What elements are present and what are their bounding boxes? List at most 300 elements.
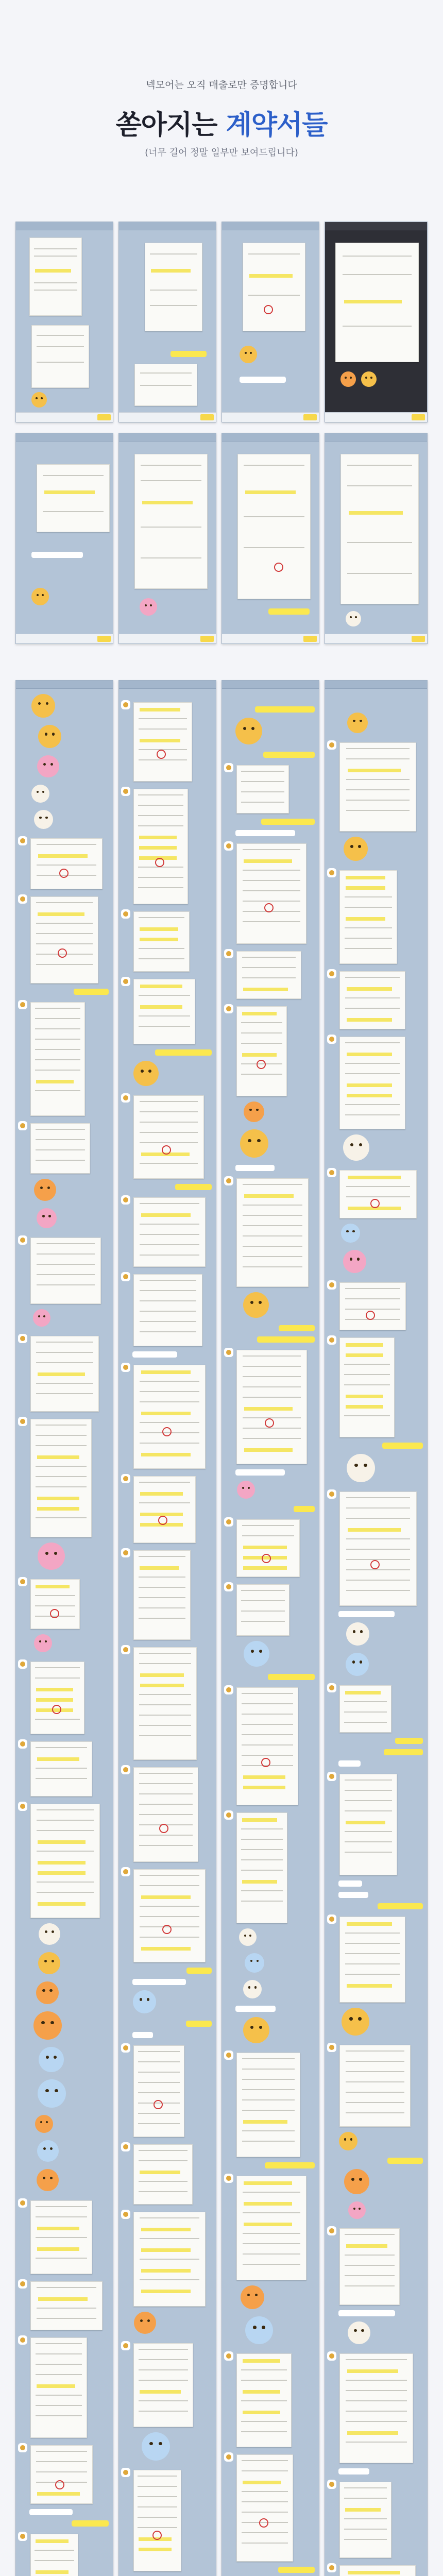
document-line: [243, 849, 301, 850]
document-line: [345, 1831, 392, 1832]
document-line: [242, 957, 296, 958]
document-line: [141, 2228, 191, 2231]
document-line: [346, 1405, 384, 1409]
contract-document-image: [30, 2281, 103, 2330]
avatar-icon: [224, 2050, 233, 2060]
chat-bubble: [395, 1738, 423, 1744]
sticker-icon: [36, 1981, 59, 2004]
document-line: [345, 1974, 400, 1975]
document-line: [241, 1870, 283, 1871]
contract-document-image: [236, 765, 289, 814]
document-line: [37, 1882, 94, 1883]
document-line: [243, 1366, 301, 1367]
document-line: [139, 2380, 188, 2381]
sticker-icon: [348, 2201, 366, 2219]
red-circle-mark: [154, 2100, 163, 2109]
avatar-icon: [18, 2198, 27, 2208]
avatar-icon: [327, 2226, 336, 2235]
title-highlight: 계약서들: [226, 110, 328, 141]
document-line: [346, 1518, 410, 1519]
sticker-icon: [343, 1250, 366, 1273]
document-line: [345, 1063, 400, 1064]
document-line: [138, 2113, 180, 2114]
document-line: [243, 901, 301, 902]
sticker-icon: [33, 2011, 62, 2040]
document-line: [36, 1747, 87, 1748]
contract-document-image: [237, 454, 311, 599]
document-line: [36, 1160, 85, 1161]
contract-document-image: [37, 464, 110, 532]
document-line: [244, 1407, 293, 1411]
document-line: [243, 1376, 301, 1377]
document-line: [345, 1800, 392, 1801]
chat-bubble: [257, 1336, 315, 1343]
document-line: [241, 2380, 286, 2381]
document-line: [344, 2539, 387, 2540]
document-line: [139, 1607, 186, 1608]
document-line: [139, 1704, 192, 1705]
document-line: [242, 2491, 288, 2492]
avatar-icon: [327, 969, 336, 978]
document-line: [346, 2442, 406, 2443]
document-line: [140, 2279, 199, 2280]
document-line: [243, 1246, 302, 1247]
sticker-icon: [346, 1653, 369, 1676]
send-icon: [97, 636, 111, 642]
document-line: [140, 2259, 199, 2260]
document-line: [346, 2421, 406, 2422]
document-line: [140, 1203, 199, 1204]
sticker-icon: [245, 2316, 273, 2344]
document-line: [140, 1280, 197, 1281]
avatar-icon: [18, 1739, 27, 1749]
avatar-icon: [224, 1810, 233, 1820]
sticker-icon: [344, 2169, 369, 2194]
document-line: [141, 1947, 191, 1951]
document-line: [243, 1397, 301, 1398]
sticker-icon: [38, 2079, 66, 2108]
red-circle-mark: [261, 1758, 270, 1767]
page-note: (너무 길어 정말 일부만 보여드립니다): [145, 147, 298, 158]
document-line: [243, 2243, 301, 2244]
document-line: [346, 1821, 385, 1824]
avatar-icon: [18, 1121, 27, 1130]
chat-screenshot: [15, 433, 113, 644]
document-line: [140, 1566, 179, 1570]
document-line: [140, 1142, 198, 1143]
document-line: [36, 2353, 82, 2354]
document-line: [346, 2061, 404, 2062]
sticker-icon: [133, 1061, 159, 1086]
contract-document-image: [133, 2045, 184, 2137]
document-line: [36, 1393, 93, 1394]
document-line: [244, 1448, 293, 1452]
document-line: [242, 967, 296, 968]
chat-bubble: [338, 2468, 369, 2475]
document-line: [138, 2496, 177, 2497]
avatar-icon: [121, 1272, 130, 1281]
chat-log-column: [118, 680, 216, 2576]
sticker-icon: [243, 1292, 269, 1318]
document-line: [241, 2431, 286, 2432]
document-line: [242, 2110, 295, 2111]
document-line: [345, 1114, 400, 1115]
sticker-icon: [244, 1101, 264, 1122]
document-line: [243, 2390, 281, 2394]
document-line: [36, 1352, 93, 1353]
document-line: [345, 1780, 392, 1781]
document-line: [140, 1422, 199, 1423]
contract-document-image: [133, 1476, 196, 1543]
document-line: [241, 771, 284, 772]
document-line: [345, 1104, 400, 1105]
document-line: [37, 1757, 80, 1761]
document-line: [242, 1714, 293, 1715]
document-line: [138, 2486, 177, 2487]
document-line: [140, 1111, 198, 1112]
document-line: [346, 2400, 406, 2401]
document-line: [140, 1122, 198, 1123]
document-line: [347, 2431, 398, 2435]
document-line: [346, 2380, 406, 2381]
document-line: [35, 1667, 80, 1668]
document-line: [139, 1663, 192, 1664]
document-line: [141, 2248, 191, 2252]
document-line: [140, 1163, 198, 1164]
contract-document-image: [335, 243, 419, 362]
chat-bubble: [338, 2310, 395, 2316]
chat-input-bar: [325, 634, 427, 643]
sticker-icon: [37, 1208, 57, 1228]
chat-screenshot: [118, 433, 216, 644]
contract-document-image: [339, 2045, 411, 2127]
contract-document-image: [133, 1647, 197, 1760]
red-circle-mark: [162, 1145, 171, 1155]
sticker-icon: [342, 2008, 369, 2036]
chat-bubble: [29, 2509, 73, 2515]
avatar-icon: [18, 1659, 27, 1669]
document-line: [35, 1049, 80, 1050]
document-line: [141, 1213, 191, 1217]
document-line: [36, 2395, 82, 2396]
document-line: [344, 1364, 389, 1365]
document-line: [346, 758, 410, 759]
avatar-icon: [121, 2142, 130, 2151]
document-line: [345, 938, 392, 939]
document-line: [346, 1497, 410, 1498]
document-line: [36, 2461, 88, 2462]
document-line: [35, 2550, 74, 2551]
document-line: [242, 2532, 288, 2533]
document-line: [36, 1362, 93, 1363]
document-line: [344, 1415, 389, 1416]
document-line: [35, 1008, 80, 1009]
document-line: [346, 2081, 404, 2082]
contract-document-image: [30, 1123, 90, 1174]
chat-bubble: [387, 2158, 423, 2164]
contract-document-image: [30, 1662, 84, 1734]
document-line: [36, 1129, 85, 1130]
document-line: [140, 1290, 197, 1291]
document-line: [345, 977, 400, 978]
document-line: [346, 2092, 404, 2093]
avatar-icon: [18, 2335, 27, 2345]
document-line: [140, 1331, 197, 1332]
document-line: [139, 1556, 186, 1557]
contract-document-image: [133, 979, 195, 1044]
document-line: [36, 2570, 69, 2574]
document-line: [242, 1525, 295, 1526]
document-line: [241, 1611, 285, 1612]
document-line: [35, 1018, 80, 1019]
chat-bubble: [155, 1049, 212, 1056]
document-line: [242, 2501, 288, 2502]
document-line: [242, 2141, 295, 2142]
document-line: [139, 1618, 186, 1619]
document-line: [139, 1597, 186, 1598]
document-line: [36, 2237, 87, 2238]
document-line: [36, 1688, 73, 1691]
sticker-icon: [243, 2017, 269, 2043]
document-line: [37, 1892, 94, 1893]
document-line: [35, 1605, 76, 1606]
contract-document-image: [134, 454, 208, 589]
document-line: [345, 1008, 400, 1009]
document-line: [345, 1963, 400, 1964]
document-line: [242, 1535, 295, 1536]
document-line: [139, 1783, 193, 1784]
document-line: [140, 1391, 199, 1392]
avatar-icon: [121, 1363, 130, 1372]
document-line: [139, 948, 185, 949]
sticker-icon: [134, 2312, 156, 2334]
document-line: [241, 791, 284, 792]
chat-bubble: [186, 1968, 212, 1974]
avatar-icon: [121, 1195, 130, 1205]
document-line: [35, 2560, 74, 2561]
document-line: [35, 1070, 80, 1071]
document-line: [138, 794, 183, 795]
sticker-icon: [361, 371, 377, 387]
sticker-icon: [235, 718, 262, 744]
document-line: [346, 1559, 410, 1560]
document-line: [346, 789, 410, 790]
chat-input-bar: [119, 634, 216, 643]
document-line: [138, 2517, 177, 2518]
chat-bubble: [279, 1325, 315, 1331]
contract-document-image: [236, 2353, 292, 2447]
send-icon: [200, 414, 214, 420]
sticker-icon: [340, 371, 356, 387]
document-line: [37, 2287, 96, 2288]
document-line: [36, 2405, 82, 2406]
document-line: [35, 1090, 80, 1091]
document-line: [241, 1590, 285, 1591]
contract-document-image: [339, 2565, 416, 2576]
sticker-icon: [33, 1309, 50, 1327]
document-line: [36, 964, 92, 965]
sticker-icon: [35, 2115, 53, 2133]
sticker-icon: [38, 1952, 60, 1974]
chat-bubble: [132, 1979, 186, 1985]
document-line: [36, 1435, 86, 1436]
document-line: [346, 886, 385, 890]
document-line: [347, 1094, 392, 1097]
sticker-icon: [239, 1928, 257, 1946]
chat-bubble: [235, 1165, 275, 1171]
document-line: [345, 2265, 395, 2266]
red-circle-mark: [265, 1418, 274, 1428]
document-line: [37, 1820, 94, 1821]
avatar-icon: [224, 1348, 233, 1357]
contract-document-image: [30, 2337, 87, 2438]
page-title: [0, 103, 443, 142]
document-line: [347, 1984, 392, 1988]
avatar-icon: [121, 2468, 130, 2477]
sticker-icon: [38, 725, 61, 748]
chat-topbar: [16, 681, 113, 689]
document-line: [140, 1492, 183, 1496]
document-line: [243, 1786, 286, 1789]
chat-bubble: [265, 2162, 315, 2168]
document-line: [345, 1933, 400, 1934]
document-line: [242, 2512, 288, 2513]
contract-document-image: [339, 1037, 405, 1129]
send-icon: [303, 414, 317, 420]
document-line: [36, 1517, 86, 1518]
document-line: [139, 1773, 193, 1774]
document-line: [243, 1225, 302, 1226]
avatar-icon: [18, 2443, 27, 2452]
contract-document-image: [31, 325, 89, 388]
contract-document-image: [30, 1579, 80, 1629]
sticker-icon: [31, 785, 49, 803]
chat-input-bar: [16, 412, 113, 422]
document-line: [37, 1274, 95, 1275]
sticker-icon: [31, 694, 55, 718]
red-circle-mark: [370, 1560, 380, 1569]
document-line: [347, 2369, 398, 2373]
contract-document-image: [236, 1687, 298, 1805]
document-line: [346, 2390, 406, 2391]
document-line: [346, 779, 410, 780]
red-circle-mark: [257, 1060, 266, 1069]
document-line: [138, 815, 183, 816]
document-line: [138, 2527, 177, 2528]
document-line: [140, 938, 178, 941]
document-line: [241, 1600, 285, 1601]
chat-input-bar: [16, 634, 113, 643]
document-line: [243, 1235, 302, 1236]
contract-document-image: [340, 454, 419, 604]
document-line: [241, 1849, 283, 1850]
avatar-icon: [18, 1334, 27, 1343]
document-line: [140, 1244, 199, 1245]
document-line: [35, 1059, 80, 1060]
document-line: [344, 1384, 389, 1385]
chat-log-column: [222, 680, 319, 2576]
document-line: [242, 1703, 293, 1704]
contract-document-image: [236, 1350, 307, 1464]
red-circle-mark: [59, 869, 69, 878]
contract-document-image: [339, 2228, 400, 2305]
red-circle-mark: [50, 1609, 59, 1618]
sticker-icon: [37, 2169, 59, 2191]
contract-document-image: [133, 789, 188, 904]
document-line: [346, 2050, 404, 2052]
document-line: [139, 1804, 193, 1805]
avatar-icon: [18, 894, 27, 904]
document-line: [139, 1814, 193, 1815]
document-line: [140, 2217, 199, 2218]
document-line: [244, 2202, 292, 2206]
avatar-icon: [327, 1280, 336, 1290]
chat-bubble: [278, 2567, 315, 2573]
document-line: [139, 917, 185, 918]
document-line: [347, 987, 392, 991]
document-line: [139, 1502, 191, 1503]
document-line: [345, 927, 392, 928]
sticker-icon: [343, 1134, 369, 1161]
document-line: [36, 1476, 86, 1477]
document-line: [139, 718, 187, 719]
document-line: [139, 2400, 188, 2401]
document-line: [244, 2223, 292, 2226]
document-line: [35, 1595, 76, 1596]
document-line: [140, 1101, 198, 1102]
document-line: [243, 880, 301, 881]
avatar-icon: [224, 1582, 233, 1591]
chat-bubble: [263, 752, 315, 758]
avatar-icon: [327, 2043, 336, 2052]
document-line: [346, 917, 385, 921]
document-line: [37, 2308, 96, 2309]
document-line: [244, 2181, 292, 2185]
sticker-icon: [140, 598, 157, 616]
chat-bubble: [235, 830, 295, 836]
contract-document-image: [339, 1685, 391, 1733]
red-circle-mark: [52, 1705, 61, 1714]
sticker-icon: [347, 1454, 375, 1482]
document-line: [348, 1176, 401, 1179]
sticker-icon: [344, 837, 368, 861]
document-line: [37, 2227, 80, 2230]
document-line: [37, 865, 96, 866]
chat-bubble: [338, 1760, 361, 1767]
contract-document-image: [133, 1365, 206, 1469]
document-line: [243, 1438, 301, 1439]
document-line: [241, 1043, 283, 1044]
document-line: [243, 988, 288, 991]
red-circle-mark: [158, 1516, 167, 1525]
avatar-icon: [327, 740, 336, 750]
document-line: [345, 1790, 392, 1791]
chat-screenshot: [325, 222, 428, 422]
document-line: [140, 1311, 197, 1312]
document-line: [243, 1546, 287, 1549]
document-line: [344, 1701, 387, 1702]
document-line: [38, 1372, 85, 1376]
contract-document-image: [133, 2343, 193, 2427]
avatar-icon: [18, 836, 27, 845]
document-line: [345, 1298, 400, 1299]
document-line: [347, 1922, 392, 1926]
document-line: [243, 2264, 301, 2265]
document-line: [346, 1343, 384, 1347]
document-line: [138, 2476, 177, 2477]
document-line: [140, 708, 180, 711]
document-line: [36, 2471, 88, 2472]
